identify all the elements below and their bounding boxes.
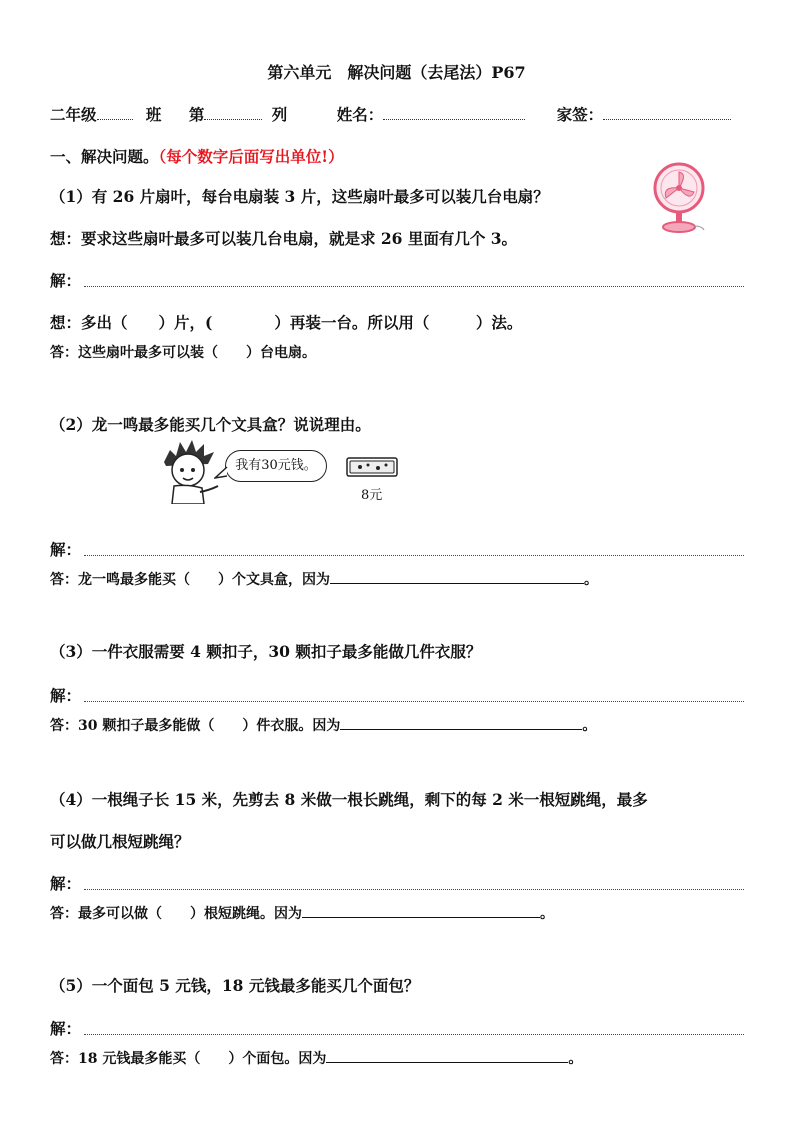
seat-blank[interactable] <box>204 119 262 120</box>
class-label: 班 <box>145 105 162 124</box>
row-label: 列 <box>271 105 288 124</box>
name-field[interactable] <box>383 119 525 120</box>
speech-tail <box>214 466 228 482</box>
pencil-box-icon <box>346 455 398 479</box>
q1-solve-label: 解： <box>50 271 82 290</box>
q4-answer-prefix: 答：最多可以做（ ）根短跳绳。因为 <box>50 906 302 922</box>
section-title: 一、解决问题。 <box>50 147 159 166</box>
speech-bubble <box>225 450 327 482</box>
q5-solve-label: 解： <box>50 1019 82 1038</box>
q4-question-line1: （4）一根绳子长 15 米，先剪去 8 米做一根长跳绳，剩下的每 2 米一根短跳绳，最多 <box>50 790 648 809</box>
q2-solve-label: 解： <box>50 540 82 559</box>
boy-cartoon-icon <box>158 440 220 504</box>
page-title: 第六单元 解决问题（去尾法）P67 <box>267 63 526 82</box>
grade-label: 二年级 <box>50 105 97 124</box>
q2-question: （2）龙一鸣最多能买几个文具盒？说说理由。 <box>50 415 371 434</box>
q4-answer <box>50 903 554 923</box>
parent-sign-field[interactable] <box>603 119 731 120</box>
section-heading <box>50 145 344 167</box>
seat-label: 第 <box>188 105 205 124</box>
q4-solve-line[interactable] <box>84 889 744 890</box>
q1-answer: 答：这些扇叶最多可以装（ ）台电扇。 <box>50 345 316 361</box>
speech-text: 我有30元钱。 <box>235 458 317 473</box>
section-note: （每个数字后面写出单位!） <box>158 147 344 166</box>
q5-answer-prefix: 答：18 元钱最多能买（ ）个面包。因为 <box>50 1051 327 1067</box>
q4-reason-blank[interactable] <box>302 903 540 918</box>
q3-reason-blank[interactable] <box>340 715 582 730</box>
q1-think1: 想：要求这些扇叶最多可以装几台电扇，就是求 26 里面有几个 3。 <box>50 229 518 248</box>
name-label: 姓名： <box>336 105 384 124</box>
q5-reason-blank[interactable] <box>326 1048 568 1063</box>
q3-solve-label: 解： <box>50 686 82 705</box>
q2-solve-line[interactable] <box>84 555 744 556</box>
q3-answer-suffix: 。 <box>582 718 597 734</box>
class-blank[interactable] <box>97 119 133 120</box>
q1-question: （1）有 26 片扇叶，每台电扇装 3 片，这些扇叶最多可以装几台电扇？ <box>50 187 549 206</box>
q5-answer <box>50 1048 582 1068</box>
header-row <box>50 103 731 125</box>
q3-solve-line[interactable] <box>84 701 744 702</box>
q2-answer-prefix: 答：龙一鸣最多能买（ ）个文具盒，因为 <box>50 572 330 588</box>
q3-question: （3）一件衣服需要 4 颗扣子，30 颗扣子最多能做几件衣服？ <box>50 642 482 661</box>
price-label: 8元 <box>361 488 383 503</box>
q1-think2: 想：多出（ ）片，( ）再装一台。所以用（ ）法。 <box>50 313 523 332</box>
q5-answer-suffix: 。 <box>568 1051 583 1067</box>
q1-solve-line[interactable] <box>84 286 744 287</box>
parent-sign-label: 家签： <box>556 105 604 124</box>
q5-question: （5）一个面包 5 元钱，18 元钱最多能买几个面包？ <box>50 976 420 995</box>
q2-answer <box>50 569 598 589</box>
q3-answer-prefix: 答：30 颗扣子最多能做（ ）件衣服。因为 <box>50 718 341 734</box>
q4-answer-suffix: 。 <box>540 906 554 922</box>
q2-answer-suffix: 。 <box>584 572 598 588</box>
q5-solve-line[interactable] <box>84 1034 744 1035</box>
q3-answer <box>50 715 596 735</box>
electric-fan-icon <box>648 160 710 236</box>
q4-solve-label: 解： <box>50 874 82 893</box>
q4-question-line2: 可以做几根短跳绳？ <box>50 832 190 851</box>
q2-reason-blank[interactable] <box>330 569 584 584</box>
